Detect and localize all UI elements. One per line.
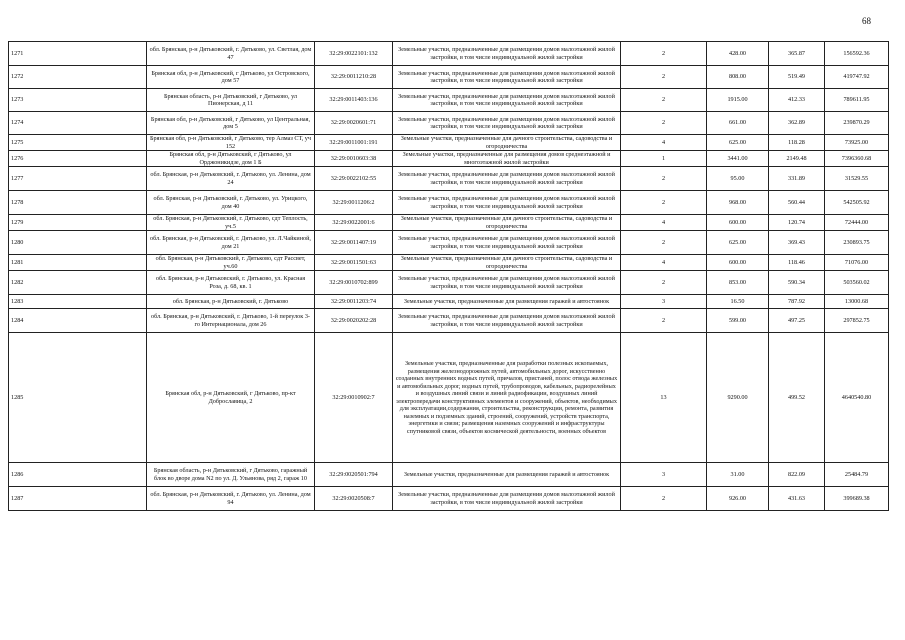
cadastral-value-cell: 72444.00 bbox=[825, 215, 889, 231]
cadastral-number-cell: 32:29:0020202:28 bbox=[315, 309, 393, 333]
specific-value-cell: 118.28 bbox=[769, 135, 825, 151]
cadastral-value-cell: 71076.00 bbox=[825, 255, 889, 271]
area-cell: 625.00 bbox=[707, 135, 769, 151]
cadastral-number-cell: 32:29:0020508:7 bbox=[315, 487, 393, 511]
address-cell: обл. Брянская, р-н Дятьковский, г. Дятьково, 1-й переулок 3-го Интернационала, дом 26 bbox=[147, 309, 315, 333]
area-cell: 599.00 bbox=[707, 309, 769, 333]
cadastral-value-cell: 4640540.80 bbox=[825, 333, 889, 463]
row-number: 1284 bbox=[9, 309, 147, 333]
table-row bbox=[9, 89, 889, 112]
use-group-code-cell: 2 bbox=[621, 309, 707, 333]
address-cell: Брянская обл, р-н Дятьковский, г Дятьково, ул Островского, дом 57 bbox=[147, 66, 315, 89]
specific-value-cell: 362.89 bbox=[769, 112, 825, 135]
area-cell: 31.00 bbox=[707, 463, 769, 487]
row-number: 1287 bbox=[9, 487, 147, 511]
use-group-code-cell: 3 bbox=[621, 463, 707, 487]
area-cell: 1915.00 bbox=[707, 89, 769, 112]
address-cell: обл. Брянская, р-н Дятьковский, г. Дятьково, ул. Светлая, дом 47 bbox=[147, 42, 315, 66]
address-cell: обл. Брянская, р-н Дятьковский, г. Дятьково bbox=[147, 295, 315, 309]
address-cell: обл. Брянская, р-н Дятьковский, г. Дятьково, ул. Л.Чайкиной, дом 21 bbox=[147, 231, 315, 255]
cadastral-value-cell: 13000.68 bbox=[825, 295, 889, 309]
cadastral-number-cell: 32:29:0011001:191 bbox=[315, 135, 393, 151]
cadastral-value-cell: 31529.55 bbox=[825, 167, 889, 191]
area-cell: 95.00 bbox=[707, 167, 769, 191]
page-number: 68 bbox=[862, 16, 871, 26]
table-row bbox=[9, 231, 889, 255]
row-number: 1271 bbox=[9, 42, 147, 66]
address-cell: обл. Брянская, р-н Дятьковский, г. Дятьково, ул. Ленина, дом 94 bbox=[147, 487, 315, 511]
land-use-cell: Земельные участки, предназначенные для размещения гаражей и автостоянок bbox=[393, 463, 621, 487]
cadastral-number-cell: 32:29:0010702:899 bbox=[315, 271, 393, 295]
area-cell: 808.00 bbox=[707, 66, 769, 89]
specific-value-cell: 365.87 bbox=[769, 42, 825, 66]
land-use-cell: Земельные участки, предназначенные для размещения домов малоэтажной жилой застройки, в том числе индивидуальной жилой застройки bbox=[393, 112, 621, 135]
land-use-cell: Земельные участки, предназначенные для размещения домов малоэтажной жилой застройки, в том числе индивидуальной жилой застройки bbox=[393, 42, 621, 66]
cadastral-value-cell: 297852.75 bbox=[825, 309, 889, 333]
use-group-code-cell: 2 bbox=[621, 89, 707, 112]
address-cell: обл. Брянская, р-н Дятьковский, г. Дятьково, ул. Урицкого, дом 40 bbox=[147, 191, 315, 215]
specific-value-cell: 2149.48 bbox=[769, 151, 825, 167]
row-number: 1285 bbox=[9, 333, 147, 463]
land-use-cell: Земельные участки, предназначенные для размещения домов малоэтажной жилой застройки, в том числе индивидуальной жилой застройки bbox=[393, 66, 621, 89]
table-row bbox=[9, 487, 889, 511]
address-cell: обл. Брянская, р-н Дятьковский, г. Дятьково, ул. Красная Роза, д. 68, кв. 1 bbox=[147, 271, 315, 295]
specific-value-cell: 331.89 bbox=[769, 167, 825, 191]
use-group-code-cell: 2 bbox=[621, 231, 707, 255]
table-row bbox=[9, 255, 889, 271]
area-cell: 428.00 bbox=[707, 42, 769, 66]
row-number: 1272 bbox=[9, 66, 147, 89]
cadastral-value-cell: 7396360.68 bbox=[825, 151, 889, 167]
cadastral-value-cell: 239870.29 bbox=[825, 112, 889, 135]
land-use-cell: Земельные участки, предназначенные для размещения домов среднеэтажной и многоэтажной жилой застройки bbox=[393, 151, 621, 167]
use-group-code-cell: 2 bbox=[621, 42, 707, 66]
use-group-code-cell: 2 bbox=[621, 66, 707, 89]
cadastral-number-cell: 32:29:0011206:2 bbox=[315, 191, 393, 215]
row-number: 1275 bbox=[9, 135, 147, 151]
cadastral-number-cell: 32:29:0010902:7 bbox=[315, 333, 393, 463]
table-row bbox=[9, 135, 889, 151]
use-group-code-cell: 4 bbox=[621, 215, 707, 231]
address-cell: обл. Брянская, р-н Дятьковский, г. Дятьково, ул. Ленина, дом 24 bbox=[147, 167, 315, 191]
area-cell: 661.00 bbox=[707, 112, 769, 135]
table-row bbox=[9, 463, 889, 487]
use-group-code-cell: 4 bbox=[621, 255, 707, 271]
area-cell: 600.00 bbox=[707, 215, 769, 231]
area-cell: 16.50 bbox=[707, 295, 769, 309]
land-use-cell: Земельные участки, предназначенные для дачного строительства, садоводства и огородничества bbox=[393, 255, 621, 271]
use-group-code-cell: 13 bbox=[621, 333, 707, 463]
land-use-cell: Земельные участки, предназначенные для размещения домов малоэтажной жилой застройки, в том числе индивидуальной жилой застройки bbox=[393, 487, 621, 511]
table-row bbox=[9, 191, 889, 215]
address-cell: Брянская обл, р-н Дятьковский, г Дятьково, ул Центральная, дом 5 bbox=[147, 112, 315, 135]
specific-value-cell: 431.63 bbox=[769, 487, 825, 511]
use-group-code-cell: 2 bbox=[621, 191, 707, 215]
cadastral-number-cell: 32:29:0011501:63 bbox=[315, 255, 393, 271]
specific-value-cell: 519.49 bbox=[769, 66, 825, 89]
land-use-cell: Земельные участки, предназначенные для размещения домов малоэтажной жилой застройки, в том числе индивидуальной жилой застройки bbox=[393, 271, 621, 295]
specific-value-cell: 787.92 bbox=[769, 295, 825, 309]
land-use-cell: Земельные участки, предназначенные для дачного строительства, садоводства и огородничества bbox=[393, 135, 621, 151]
specific-value-cell: 560.44 bbox=[769, 191, 825, 215]
table-row bbox=[9, 167, 889, 191]
area-cell: 9290.00 bbox=[707, 333, 769, 463]
use-group-code-cell: 4 bbox=[621, 135, 707, 151]
row-number: 1274 bbox=[9, 112, 147, 135]
specific-value-cell: 590.34 bbox=[769, 271, 825, 295]
cadastral-number-cell: 32:29:0010603:38 bbox=[315, 151, 393, 167]
address-cell: обл. Брянская, р-н Дятьковский, г. Дятьково, сдт Рассвет, уч.60 bbox=[147, 255, 315, 271]
area-cell: 926.00 bbox=[707, 487, 769, 511]
cadastral-number-cell: 32:29:0020601:71 bbox=[315, 112, 393, 135]
cadastral-number-cell: 32:29:0022101:132 bbox=[315, 42, 393, 66]
table-row bbox=[9, 112, 889, 135]
cadastral-number-cell: 32:29:0011203:74 bbox=[315, 295, 393, 309]
row-number: 1278 bbox=[9, 191, 147, 215]
table-row bbox=[9, 295, 889, 309]
area-cell: 600.00 bbox=[707, 255, 769, 271]
table-row bbox=[9, 333, 889, 463]
row-number: 1273 bbox=[9, 89, 147, 112]
address-cell: Брянская область, р-н Дятьковский, г Дятьково, ул Пионерская, д 11 bbox=[147, 89, 315, 112]
cadastral-number-cell: 32:29:0020501:794 bbox=[315, 463, 393, 487]
land-use-cell: Земельные участки, предназначенные для размещения домов малоэтажной жилой застройки, в том числе индивидуальной жилой застройки bbox=[393, 309, 621, 333]
address-cell: Брянская обл, р-н Дятьковский, г Дятьково, пр-кт Доброславица, 2 bbox=[147, 333, 315, 463]
use-group-code-cell: 2 bbox=[621, 487, 707, 511]
area-cell: 853.00 bbox=[707, 271, 769, 295]
table-row bbox=[9, 151, 889, 167]
table-row bbox=[9, 66, 889, 89]
row-number: 1283 bbox=[9, 295, 147, 309]
land-use-cell: Земельные участки, предназначенные для размещения домов малоэтажной жилой застройки, в том числе индивидуальной жилой застройки bbox=[393, 89, 621, 112]
specific-value-cell: 369.43 bbox=[769, 231, 825, 255]
specific-value-cell: 499.52 bbox=[769, 333, 825, 463]
row-number: 1277 bbox=[9, 167, 147, 191]
row-number: 1276 bbox=[9, 151, 147, 167]
use-group-code-cell: 2 bbox=[621, 112, 707, 135]
address-cell: обл. Брянская, р-н Дятьковский, г. Дятьково, сдт Теплость, уч.5 bbox=[147, 215, 315, 231]
cadastral-value-table bbox=[8, 41, 889, 511]
table-row bbox=[9, 309, 889, 333]
cadastral-value-cell: 73925.00 bbox=[825, 135, 889, 151]
address-cell: Брянская область, р-н Дятьковский, г Дятьково, гаражный блок во дворе дома N2 по ул. Д. Ульянова, ряд 2, гараж 10 bbox=[147, 463, 315, 487]
cadastral-value-cell: 503560.02 bbox=[825, 271, 889, 295]
land-use-cell: Земельные участки, предназначенные для размещения домов малоэтажной жилой застройки, в том числе индивидуальной жилой застройки bbox=[393, 167, 621, 191]
specific-value-cell: 118.46 bbox=[769, 255, 825, 271]
use-group-code-cell: 1 bbox=[621, 151, 707, 167]
area-cell: 625.00 bbox=[707, 231, 769, 255]
cadastral-number-cell: 32:29:0022102:55 bbox=[315, 167, 393, 191]
table-row bbox=[9, 215, 889, 231]
row-number: 1286 bbox=[9, 463, 147, 487]
land-use-cell: Земельные участки, предназначенные для размещения домов малоэтажной жилой застройки, в том числе индивидуальной жилой застройки bbox=[393, 231, 621, 255]
cadastral-value-cell: 789611.95 bbox=[825, 89, 889, 112]
cadastral-number-cell: 32:29:0011407:19 bbox=[315, 231, 393, 255]
address-cell: Брянская обл, р-н Дятьковский, г Дятьково, тер Алмаз СТ, уч 152 bbox=[147, 135, 315, 151]
use-group-code-cell: 3 bbox=[621, 295, 707, 309]
address-cell: Брянская обл, р-н Дятьковский, г Дятьково, ул Орджоникидзе, дом 1 Б bbox=[147, 151, 315, 167]
cadastral-number-cell: 32:29:0011210:28 bbox=[315, 66, 393, 89]
land-use-cell: Земельные участки, предназначенные для размещения домов малоэтажной жилой застройки, в том числе индивидуальной жилой застройки bbox=[393, 191, 621, 215]
cadastral-value-cell: 419747.92 bbox=[825, 66, 889, 89]
use-group-code-cell: 2 bbox=[621, 167, 707, 191]
row-number: 1280 bbox=[9, 231, 147, 255]
cadastral-value-cell: 542505.92 bbox=[825, 191, 889, 215]
land-use-cell: Земельные участки, предназначенные для размещения гаражей и автостоянок bbox=[393, 295, 621, 309]
cadastral-value-cell: 156592.36 bbox=[825, 42, 889, 66]
row-number: 1279 bbox=[9, 215, 147, 231]
specific-value-cell: 822.09 bbox=[769, 463, 825, 487]
table-row bbox=[9, 271, 889, 295]
row-number: 1282 bbox=[9, 271, 147, 295]
cadastral-value-cell: 25484.79 bbox=[825, 463, 889, 487]
specific-value-cell: 120.74 bbox=[769, 215, 825, 231]
table-row bbox=[9, 42, 889, 66]
area-cell: 968.00 bbox=[707, 191, 769, 215]
cadastral-value-cell: 230893.75 bbox=[825, 231, 889, 255]
use-group-code-cell: 2 bbox=[621, 271, 707, 295]
cadastral-number-cell: 32:29:0011403:136 bbox=[315, 89, 393, 112]
specific-value-cell: 412.33 bbox=[769, 89, 825, 112]
specific-value-cell: 497.25 bbox=[769, 309, 825, 333]
land-use-cell: Земельные участки, предназначенные для дачного строительства, садоводства и огородничества bbox=[393, 215, 621, 231]
cadastral-value-cell: 399689.38 bbox=[825, 487, 889, 511]
row-number: 1281 bbox=[9, 255, 147, 271]
cadastral-number-cell: 32:29:0022001:6 bbox=[315, 215, 393, 231]
land-use-cell: Земельные участки, предназначенные для разработки полезных ископаемых, размещения железнодорожных путей, автомобильных дорог, искусственно созданных внутренних водных путей, причалов, пристаней, полос отвода железных и автомобильных дорог, водных путей, трубопроводов, кабельных, радиорелейных и воздушных линий связи и линий радиофикации, воздушных линий электропередачи конструктивных элементов и сооружений, объектов, необходимых для эксплуатации,содержания, строительства, реконструкции, ремонта, развития наземных и подземных зданий, строений, сооружений, устройств транспорта, энергетики и связи; размещения наземных сооружений и инфраструктуры спутниковой связи, объектов космической деятельности, военных объектов bbox=[393, 333, 621, 463]
area-cell: 3441.00 bbox=[707, 151, 769, 167]
